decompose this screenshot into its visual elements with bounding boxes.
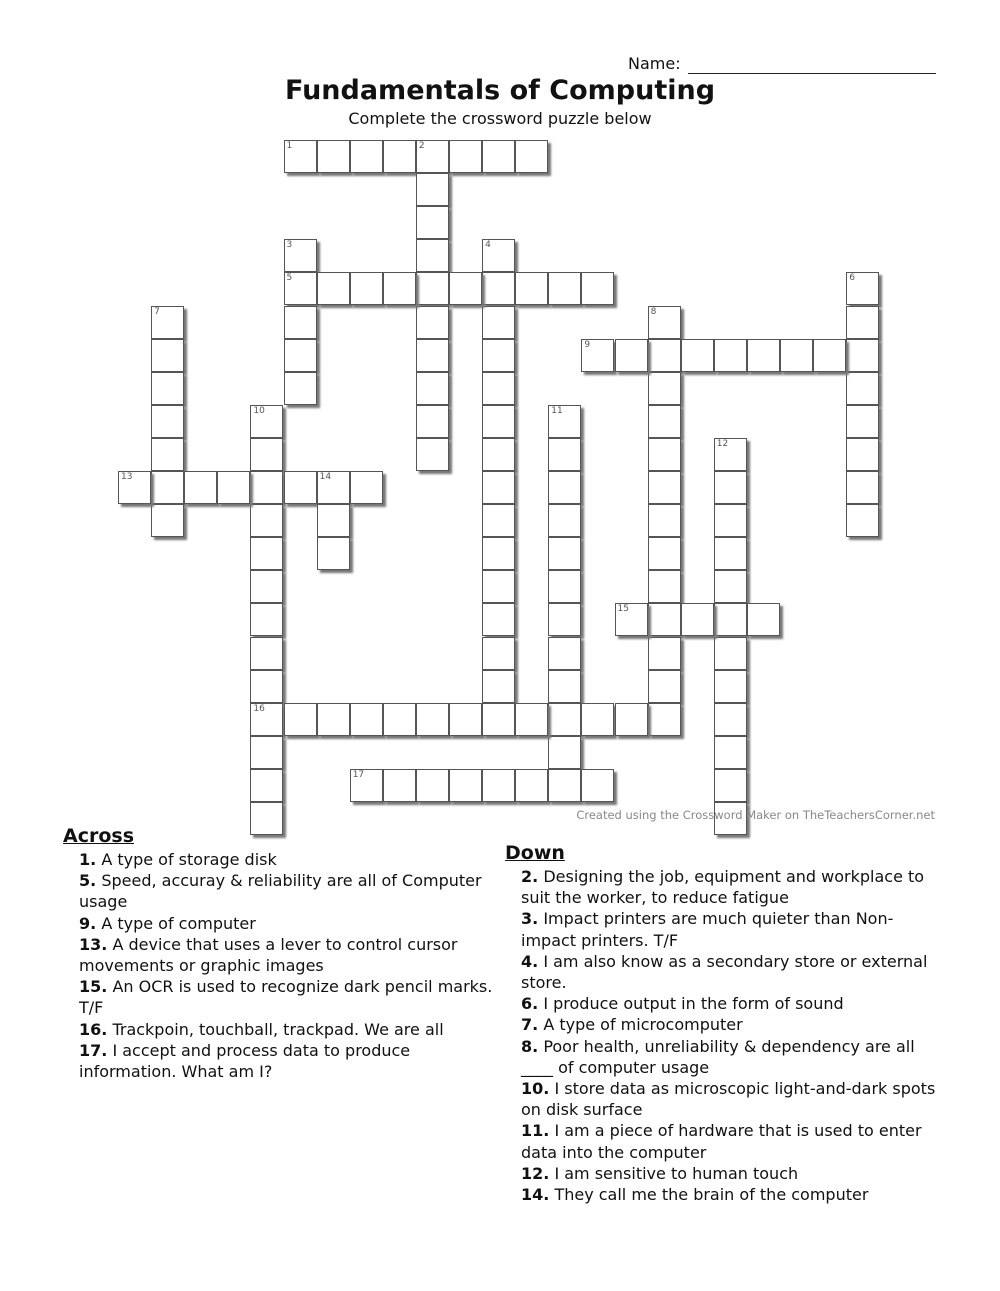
clue-num: 2. [521, 867, 539, 886]
clue-text: A type of storage disk [101, 850, 277, 869]
crossword-cell[interactable] [548, 670, 581, 703]
crossword-cell[interactable] [846, 272, 879, 305]
crossword-cell[interactable] [648, 504, 681, 537]
clue-text: Poor health, unreliability & dependency are all ____ of computer usage [521, 1036, 915, 1077]
crossword-cell[interactable] [416, 173, 449, 206]
clue-text: They call me the brain of the computer [554, 1185, 869, 1205]
crossword-cell[interactable] [648, 703, 681, 736]
down-clues [521, 866, 941, 1205]
crossword-cell[interactable] [482, 471, 515, 504]
page-subtitle: Complete the crossword puzzle below [348, 109, 652, 128]
clue-num: 11. [521, 1121, 550, 1141]
crossword-cell[interactable] [548, 703, 581, 736]
crossword-cell[interactable] [482, 637, 515, 670]
crossword-cell[interactable] [780, 339, 813, 372]
clue-number: 4 [485, 240, 491, 251]
crossword-cell[interactable] [383, 769, 416, 802]
crossword-cell[interactable] [482, 670, 515, 703]
crossword-cell[interactable] [482, 703, 515, 736]
crossword-cell[interactable] [482, 306, 515, 339]
crossword-cell[interactable] [714, 438, 747, 471]
clue-num: 13. [79, 934, 108, 954]
crossword-cell[interactable] [581, 272, 614, 305]
across-clue [79, 934, 499, 976]
crossword-cell[interactable] [548, 272, 581, 305]
crossword-cell[interactable] [482, 405, 515, 438]
crossword-cell[interactable] [846, 471, 879, 504]
crossword-cell[interactable] [284, 140, 317, 173]
down-clue [521, 993, 941, 1014]
crossword-cell[interactable] [250, 637, 283, 670]
crossword-cell[interactable] [714, 537, 747, 570]
crossword-cell[interactable] [449, 272, 482, 305]
crossword-cell[interactable] [548, 736, 581, 769]
crossword-cell[interactable] [515, 272, 548, 305]
crossword-cell[interactable] [250, 802, 283, 835]
crossword-cell[interactable] [151, 471, 184, 504]
clue-num: 6. [521, 994, 539, 1014]
crossword-cell[interactable] [416, 239, 449, 272]
clue-text: A type of computer [101, 913, 256, 933]
crossword-cell[interactable] [482, 769, 515, 802]
crossword-cell[interactable] [482, 140, 515, 173]
crossword-cell[interactable] [581, 769, 614, 802]
crossword-cell[interactable] [317, 140, 350, 173]
crossword-cell[interactable] [482, 372, 515, 405]
crossword-cell[interactable] [813, 339, 846, 372]
crossword-cell[interactable] [383, 140, 416, 173]
crossword-cell[interactable] [284, 272, 317, 305]
clue-num: 12. [521, 1163, 550, 1183]
crossword-cell[interactable] [151, 372, 184, 405]
crossword-cell[interactable] [482, 438, 515, 471]
crossword-cell[interactable] [548, 438, 581, 471]
crossword-cell[interactable] [714, 504, 747, 537]
crossword-cell[interactable] [615, 703, 648, 736]
down-clue [521, 866, 941, 908]
crossword-cell[interactable] [250, 405, 283, 438]
crossword-cell[interactable] [416, 272, 449, 305]
crossword-cell[interactable] [714, 769, 747, 802]
crossword-cell[interactable] [482, 603, 515, 636]
crossword-cell[interactable] [846, 438, 879, 471]
crossword-cell[interactable] [350, 140, 383, 173]
crossword-cell[interactable] [250, 438, 283, 471]
down-clue [521, 1036, 941, 1078]
clue-text: I am also know as a secondary store or external store. [521, 951, 928, 993]
clue-number: 15 [617, 604, 629, 615]
crossword-cell[interactable] [284, 372, 317, 405]
clue-text: A device that uses a lever to control cursor movements or graphic images [79, 934, 458, 976]
clue-text: A type of microcomputer [543, 1015, 743, 1035]
crossword-cell[interactable] [416, 306, 449, 339]
clue-number: 14 [319, 472, 332, 482]
crossword-cell[interactable] [317, 471, 350, 504]
clue-text: I accept and process data to produce information. What am I? [79, 1040, 411, 1082]
clue-number: 5 [286, 273, 293, 284]
crossword-cell[interactable] [482, 339, 515, 372]
clue-number: 16 [253, 703, 265, 714]
down-clue [521, 1184, 941, 1205]
clue-number: 10 [253, 405, 265, 416]
across-clue [79, 1040, 499, 1082]
crossword-cell[interactable] [482, 272, 515, 305]
crossword-cell[interactable] [648, 670, 681, 703]
crossword-cell[interactable] [416, 140, 449, 173]
crossword-cell[interactable] [714, 736, 747, 769]
crossword-cell[interactable] [250, 603, 283, 636]
crossword-cell[interactable] [548, 537, 581, 570]
crossword-cell[interactable] [250, 703, 283, 736]
crossword-cell[interactable] [416, 339, 449, 372]
crossword-cell[interactable] [350, 769, 383, 802]
crossword-cell[interactable] [416, 405, 449, 438]
crossword-cell[interactable] [449, 769, 482, 802]
clue-text: I am a piece of hardware that is used to enter data into the computer [521, 1121, 922, 1162]
crossword-cell[interactable] [416, 769, 449, 802]
crossword-cell[interactable] [317, 272, 350, 305]
across-clue [79, 849, 499, 870]
crossword-cell[interactable] [284, 239, 317, 272]
crossword-cell[interactable] [250, 736, 283, 769]
clue-num: 10. [521, 1079, 550, 1099]
crossword-cell[interactable] [416, 438, 449, 471]
crossword-cell[interactable] [714, 670, 747, 703]
clue-num: 4. [521, 951, 539, 971]
clue-text: I produce output in the form of sound [543, 994, 844, 1014]
crossword-cell[interactable] [648, 603, 681, 636]
crossword-cell[interactable] [515, 703, 548, 736]
crossword-cell[interactable] [648, 570, 681, 603]
crossword-cell[interactable] [250, 504, 283, 537]
crossword-cell[interactable] [846, 405, 879, 438]
clue-number: 6 [849, 273, 855, 284]
crossword-cell[interactable] [416, 372, 449, 405]
crossword-cell[interactable] [250, 670, 283, 703]
crossword-cell[interactable] [515, 140, 548, 173]
crossword-cell[interactable] [648, 537, 681, 570]
crossword-cell[interactable] [846, 306, 879, 339]
crossword-cell[interactable] [747, 339, 780, 372]
clue-text: Impact printers are much quieter than Non-impact printers. T/F [521, 909, 894, 950]
across-clues [79, 849, 499, 1082]
down-clue [521, 908, 941, 950]
crossword-cell[interactable] [250, 570, 283, 603]
crossword-cell[interactable] [548, 504, 581, 537]
clue-number: 3 [286, 240, 293, 251]
crossword-cell[interactable] [747, 603, 780, 636]
down-clue [521, 1163, 941, 1184]
crossword-cell[interactable] [548, 471, 581, 504]
crossword-cell[interactable] [151, 504, 184, 537]
crossword-cell[interactable] [615, 603, 648, 636]
clue-text: Speed, accuray & reliability are all of Computer usage [79, 871, 482, 912]
crossword-cell[interactable] [714, 637, 747, 670]
across-heading: Across [63, 825, 135, 847]
clue-num: 1. [79, 850, 97, 869]
clue-text: Trackpoin, touchball, trackpad. We are all [112, 1019, 444, 1039]
crossword-cell[interactable] [350, 703, 383, 736]
name-input-line[interactable] [688, 73, 936, 74]
crossword-cell[interactable] [648, 637, 681, 670]
crossword-cell[interactable] [846, 339, 879, 372]
crossword-cell[interactable] [217, 471, 250, 504]
crossword-cell[interactable] [615, 339, 648, 372]
clue-number: 12 [716, 438, 729, 449]
crossword-cell[interactable] [317, 703, 350, 736]
crossword-grid [118, 140, 878, 806]
crossword-cell[interactable] [250, 537, 283, 570]
crossword-cell[interactable] [284, 703, 317, 736]
crossword-cell[interactable] [681, 339, 714, 372]
crossword-cell[interactable] [284, 306, 317, 339]
crossword-cell[interactable] [416, 703, 449, 736]
crossword-cell[interactable] [482, 239, 515, 272]
crossword-cell[interactable] [317, 504, 350, 537]
crossword-cell[interactable] [482, 570, 515, 603]
clue-number: 7 [154, 306, 160, 317]
clue-num: 15. [79, 977, 108, 997]
crossword-cell[interactable] [714, 471, 747, 504]
crossword-cell[interactable] [350, 471, 383, 504]
crossword-cell[interactable] [151, 405, 184, 438]
crossword-cell[interactable] [548, 570, 581, 603]
crossword-cell[interactable] [846, 504, 879, 537]
crossword-cell[interactable] [250, 769, 283, 802]
clue-num: 5. [79, 871, 97, 891]
crossword-cell[interactable] [118, 471, 151, 504]
page-title: Fundamentals of Computing [284, 75, 716, 106]
down-clue [521, 951, 941, 993]
clue-num: 7. [521, 1015, 539, 1035]
clue-text: Designing the job, equipment and workplace to suit the worker, to reduce fatigue [521, 867, 925, 908]
clue-number: 1 [286, 141, 293, 151]
across-clue [79, 1019, 499, 1040]
crossword-cell[interactable] [714, 703, 747, 736]
down-clue [521, 1078, 941, 1120]
down-heading: Down [505, 842, 565, 864]
crossword-cell[interactable] [284, 471, 317, 504]
crossword-cell[interactable] [250, 471, 283, 504]
down-clue [521, 1014, 941, 1035]
crossword-cell[interactable] [482, 537, 515, 570]
crossword-cell[interactable] [648, 471, 681, 504]
crossword-cell[interactable] [515, 769, 548, 802]
clue-number: 11 [551, 405, 563, 416]
crossword-cell[interactable] [151, 306, 184, 339]
crossword-cell[interactable] [548, 603, 581, 636]
clue-num: 9. [79, 913, 97, 933]
crossword-cell[interactable] [714, 570, 747, 603]
crossword-cell[interactable] [482, 504, 515, 537]
clue-number: 17 [352, 769, 365, 780]
clue-num: 17. [79, 1040, 108, 1060]
crossword-cell[interactable] [151, 339, 184, 372]
crossword-cell[interactable] [383, 703, 416, 736]
crossword-cell[interactable] [548, 405, 581, 438]
clue-num: 16. [79, 1019, 108, 1039]
crossword-cell[interactable] [151, 438, 184, 471]
crossword-cell[interactable] [648, 339, 681, 372]
name-label: Name: [628, 54, 681, 73]
crossword-cell[interactable] [846, 372, 879, 405]
crossword-cell[interactable] [416, 206, 449, 239]
crossword-cell[interactable] [449, 140, 482, 173]
crossword-cell[interactable] [284, 339, 317, 372]
crossword-cell[interactable] [648, 306, 681, 339]
clue-num: 3. [521, 909, 539, 929]
crossword-cell[interactable] [383, 272, 416, 305]
clue-number: 9 [584, 339, 591, 350]
crossword-cell[interactable] [581, 339, 614, 372]
down-clue [521, 1120, 941, 1162]
across-clue [79, 913, 499, 934]
crossword-cell[interactable] [449, 703, 482, 736]
crossword-cell[interactable] [548, 637, 581, 670]
across-clue [79, 976, 499, 1018]
across-clue [79, 870, 499, 912]
crossword-cell[interactable] [648, 405, 681, 438]
crossword-cell[interactable] [714, 339, 747, 372]
clue-number: 8 [650, 306, 657, 317]
crossword-cell[interactable] [548, 769, 581, 802]
clue-number: 2 [418, 141, 425, 151]
crossword-cell[interactable] [317, 537, 350, 570]
crossword-cell[interactable] [681, 603, 714, 636]
crossword-cell[interactable] [714, 603, 747, 636]
crossword-cell[interactable] [184, 471, 217, 504]
crossword-cell[interactable] [581, 703, 614, 736]
crossword-cell[interactable] [350, 272, 383, 305]
clue-num: 8. [521, 1036, 539, 1056]
clue-text: I am sensitive to human touch [554, 1163, 799, 1183]
credit-text: Created using the Crossword Maker on TheTeachersCorner.net [576, 808, 935, 822]
clue-num: 14. [521, 1185, 550, 1205]
clue-text: An OCR is used to recognize dark pencil marks. T/F [79, 977, 493, 1018]
clue-number: 13 [121, 472, 133, 482]
crossword-cell[interactable] [648, 372, 681, 405]
crossword-cell[interactable] [648, 438, 681, 471]
clue-text: I store data as microscopic light-and-dark spots on disk surface [521, 1079, 936, 1120]
